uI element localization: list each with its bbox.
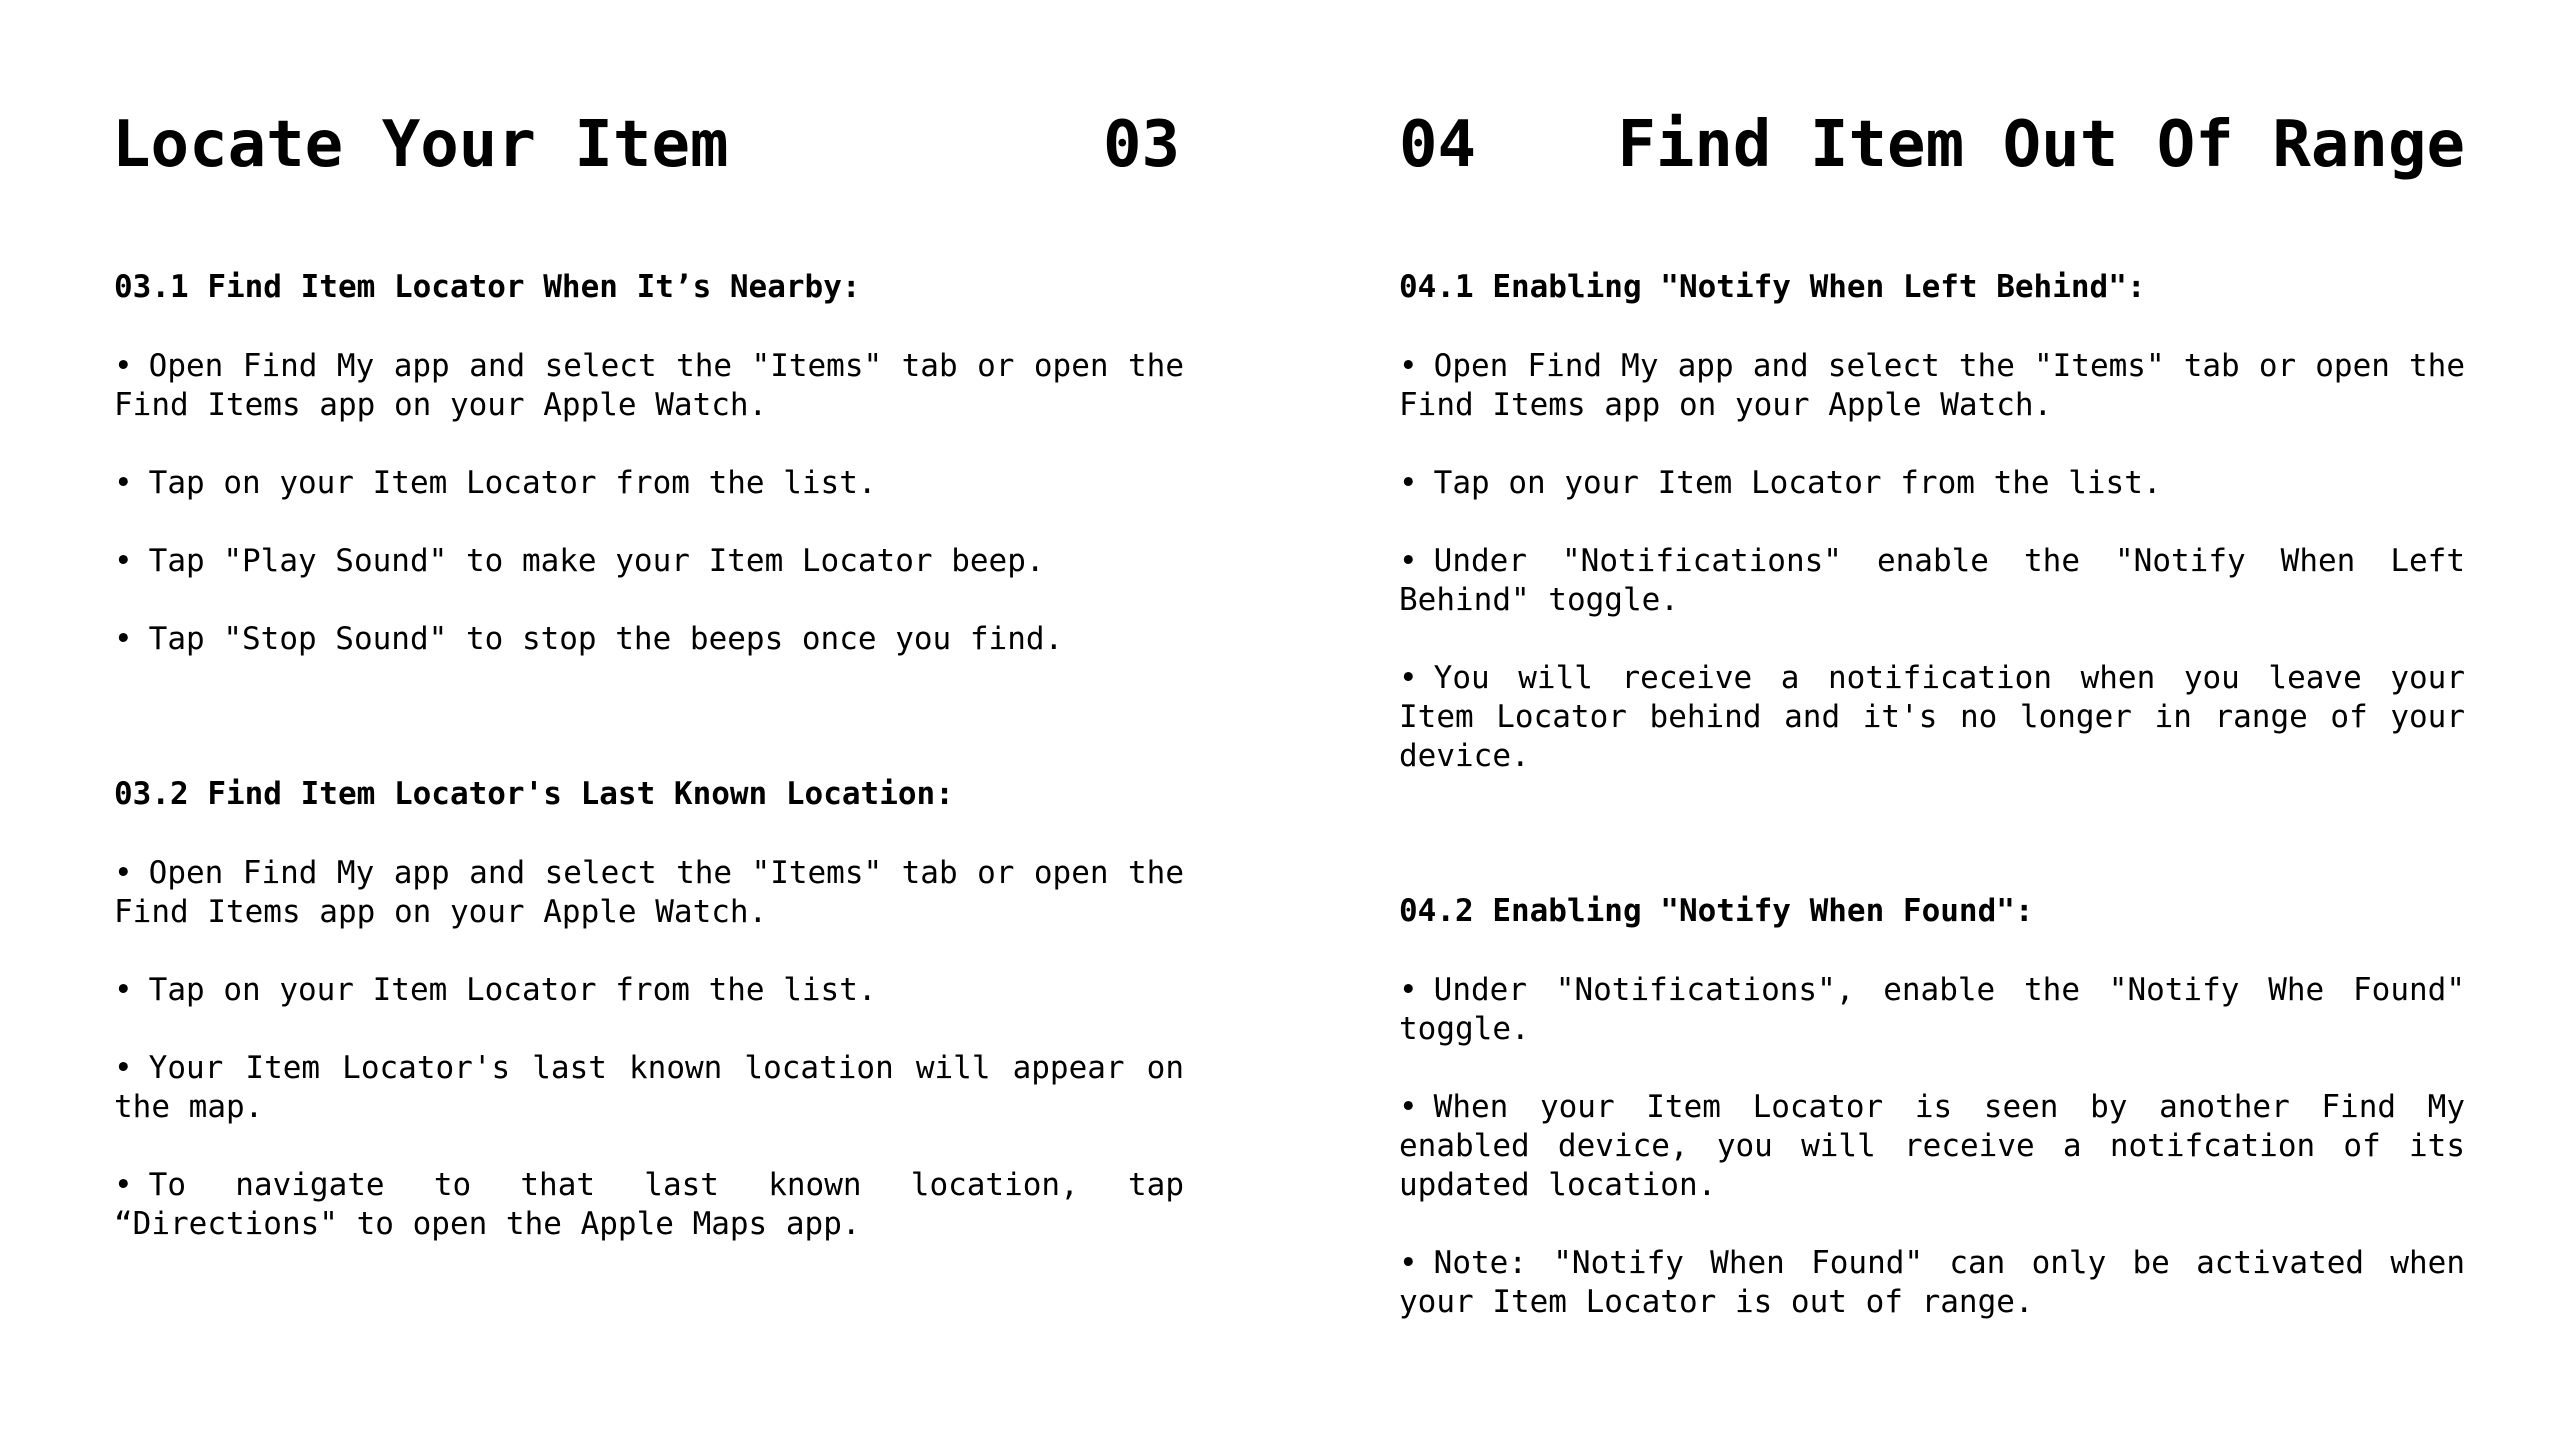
section-03-2 — [114, 775, 1184, 1244]
list-item — [114, 464, 1184, 503]
bullet-list — [1399, 347, 2465, 776]
list-item-text: You will receive a notification when you leave your Item Locator behind and it's no longer in range of your device. — [1399, 660, 2465, 774]
bullet-marker: • — [114, 348, 133, 384]
section-heading: 04.1 Enabling "Notify When Left Behind": — [1399, 269, 2146, 305]
list-item-text: Note: "Notify When Found" can only be activated when your Item Locator is out of range. — [1399, 1245, 2465, 1320]
page-number: 03 — [1102, 108, 1180, 182]
bullet-marker: • — [114, 855, 133, 891]
list-item — [1399, 464, 2465, 503]
list-item — [1399, 1088, 2465, 1205]
page-title: Find Item Out Of Range — [1617, 108, 2465, 182]
page-title: Locate Your Item — [112, 108, 729, 182]
list-item — [1399, 971, 2465, 1049]
right-page-header — [1399, 100, 2465, 190]
list-item-text: When your Item Locator is seen by another Find My enabled device, you will receive a notifcation of its updated location. — [1399, 1089, 2465, 1203]
list-item — [114, 542, 1184, 581]
list-item-text: Tap "Play Sound" to make your Item Locator beep. — [148, 543, 1045, 579]
bullet-marker: • — [114, 621, 133, 657]
list-item — [114, 854, 1184, 932]
bullet-marker: • — [1399, 348, 1418, 384]
list-item-text: Tap on your Item Locator from the list. — [148, 972, 877, 1008]
list-item — [1399, 347, 2465, 425]
list-item — [114, 620, 1184, 659]
bullet-marker: • — [1399, 1089, 1418, 1125]
list-item-text: Tap on your Item Locator from the list. — [148, 465, 877, 501]
section-heading: 04.2 Enabling "Notify When Found": — [1399, 893, 2034, 929]
list-item-text: Open Find My app and select the "Items" tab or open the Find Items app on your Apple Watch. — [114, 348, 1184, 423]
list-item-text: Under "Notifications", enable the "Notify Whe Found" toggle. — [1399, 972, 2465, 1047]
list-item-text: Tap on your Item Locator from the list. — [1433, 465, 2162, 501]
list-item-text: Your Item Locator's last known location will appear on the map. — [114, 1050, 1184, 1125]
bullet-marker: • — [114, 972, 133, 1008]
section-heading: 03.1 Find Item Locator When It’s Nearby: — [114, 269, 861, 305]
bullet-list — [1399, 971, 2465, 1322]
bullet-marker: • — [1399, 972, 1418, 1008]
right-page-content — [1399, 268, 2465, 1392]
bullet-marker: • — [114, 1167, 133, 1203]
list-item — [1399, 1244, 2465, 1322]
list-item — [114, 1166, 1184, 1244]
list-item-text: Tap "Stop Sound" to stop the beeps once you find. — [148, 621, 1064, 657]
list-item-text: Open Find My app and select the "Items" tab or open the Find Items app on your Apple Watch. — [1399, 348, 2465, 423]
bullet-list — [114, 347, 1184, 659]
bullet-marker: • — [114, 1050, 133, 1086]
section-03-1 — [114, 268, 1184, 659]
bullet-marker: • — [114, 465, 133, 501]
bullet-list — [114, 854, 1184, 1244]
left-page-content — [114, 268, 1184, 1314]
list-item — [114, 347, 1184, 425]
list-item — [1399, 542, 2465, 620]
section-heading: 03.2 Find Item Locator's Last Known Location: — [114, 776, 954, 812]
bullet-marker: • — [1399, 543, 1418, 579]
list-item-text: Under "Notifications" enable the "Notify When Left Behind" toggle. — [1399, 543, 2465, 618]
right-page — [1281, 0, 2562, 1441]
list-item-text: Open Find My app and select the "Items" tab or open the Find Items app on your Apple Watch. — [114, 855, 1184, 930]
bullet-marker: • — [1399, 660, 1418, 696]
section-04-2 — [1399, 892, 2465, 1322]
list-item — [114, 971, 1184, 1010]
bullet-marker: • — [1399, 465, 1418, 501]
page-number: 04 — [1399, 108, 1477, 182]
left-page-header — [112, 100, 1180, 190]
bullet-marker: • — [114, 543, 133, 579]
list-item — [114, 1049, 1184, 1127]
section-04-1 — [1399, 268, 2465, 776]
list-item — [1399, 659, 2465, 776]
list-item-text: To navigate to that last known location, tap “Directions" to open the Apple Maps app. — [114, 1167, 1184, 1242]
bullet-marker: • — [1399, 1245, 1418, 1281]
